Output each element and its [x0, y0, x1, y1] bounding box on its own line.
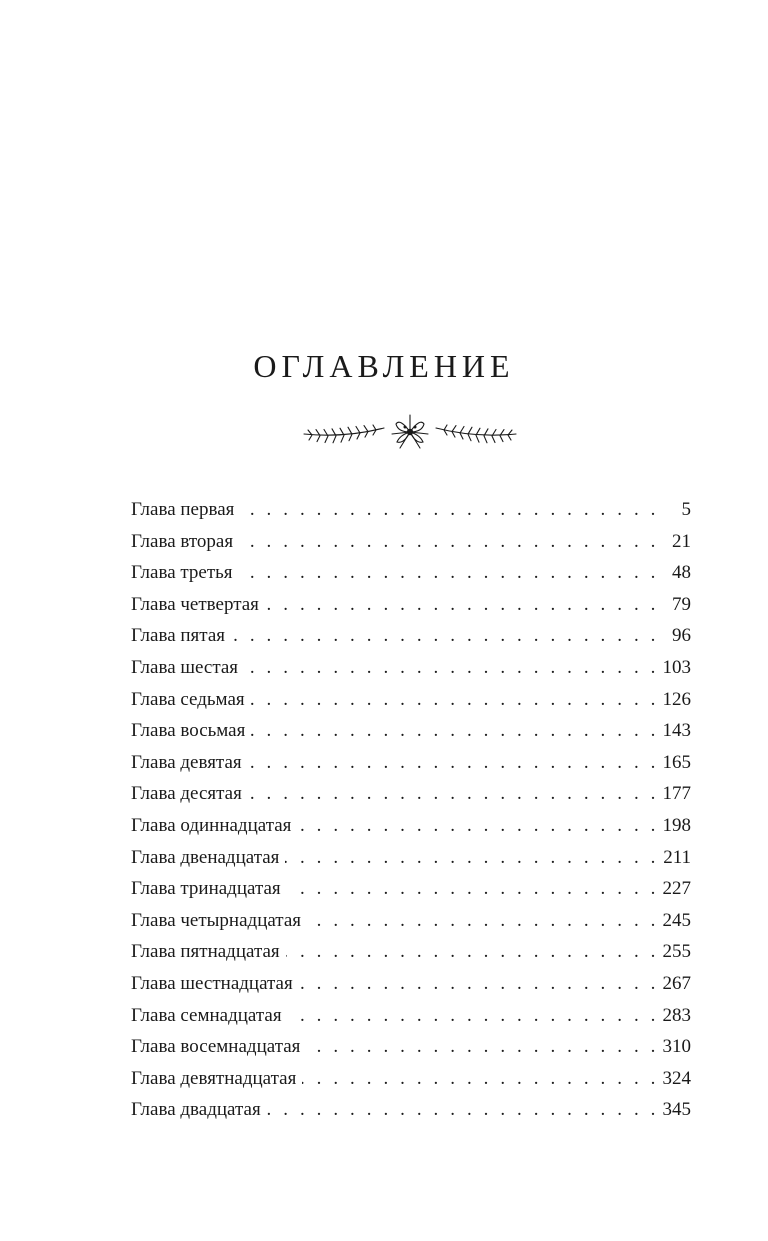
- toc-entry[interactable]: [131, 620, 691, 652]
- toc-entry-label: Глава семнадцатая: [131, 1004, 282, 1026]
- toc-dot-leader: [251, 715, 659, 747]
- toc-dot-leader: [251, 684, 659, 716]
- toc-entry[interactable]: [131, 905, 691, 937]
- toc-dot-leader: [307, 905, 659, 937]
- toc-dot-leader: [248, 747, 659, 779]
- toc-entry-page-number: 143: [662, 720, 691, 742]
- toc-entry-page-number: 96: [672, 625, 691, 647]
- toc-dot-leader: [240, 494, 659, 526]
- toc-entry-label: Глава девятнадцатая: [131, 1067, 297, 1089]
- toc-entry[interactable]: [131, 652, 691, 684]
- toc-entry-page-number: 324: [662, 1067, 691, 1089]
- toc-dot-leader: [287, 873, 659, 905]
- toc-entry-page-number: 227: [662, 878, 691, 900]
- toc-dot-leader: [265, 589, 659, 621]
- toc-entry-label: Глава четвертая: [131, 593, 259, 615]
- toc-entry-label: Глава шестнадцатая: [131, 972, 293, 994]
- toc-entry-label: Глава третья: [131, 562, 233, 584]
- toc-entry[interactable]: [131, 1094, 691, 1126]
- toc-entry[interactable]: [131, 778, 691, 810]
- toc-entry-label: Глава тринадцатая: [131, 878, 281, 900]
- toc-entry-label: Глава седьмая: [131, 688, 245, 710]
- toc-entry-label: Глава двадцатая: [131, 1099, 261, 1121]
- toc-entry[interactable]: [131, 873, 691, 905]
- toc-dot-leader: [297, 810, 659, 842]
- toc-entry-label: Глава девятая: [131, 751, 242, 773]
- toc-dot-leader: [288, 1000, 659, 1032]
- toc-entry-page-number: 211: [663, 846, 691, 868]
- toc-dot-leader: [285, 842, 659, 874]
- toc-entry-page-number: 5: [681, 499, 691, 520]
- toc-dot-leader: [299, 968, 659, 1000]
- toc-dot-leader: [286, 936, 659, 968]
- toc-entry-label: Глава вторая: [131, 530, 234, 552]
- toc-entry[interactable]: [131, 684, 691, 716]
- toc-entry-label: Глава десятая: [131, 783, 242, 805]
- toc-entry-page-number: 165: [662, 751, 691, 773]
- toc-entry[interactable]: [131, 557, 691, 589]
- toc-entry-label: Глава пятнадцатая: [131, 941, 280, 963]
- toc-entry[interactable]: [131, 589, 691, 621]
- toc-dot-leader: [239, 557, 659, 589]
- toc-entry[interactable]: [131, 1000, 691, 1032]
- toc-entry[interactable]: [131, 810, 691, 842]
- toc-entry-page-number: 255: [662, 941, 691, 963]
- toc-entry-page-number: 126: [662, 688, 691, 710]
- toc-entry-label: Глава восемнадцатая: [131, 1036, 301, 1058]
- table-of-contents: [131, 494, 691, 1126]
- toc-dot-leader: [231, 620, 659, 652]
- toc-entry-label: Глава четырнадцатая: [131, 909, 302, 931]
- toc-entry-page-number: 345: [662, 1099, 691, 1121]
- toc-entry[interactable]: [131, 715, 691, 747]
- toc-entry[interactable]: [131, 1063, 691, 1095]
- toc-entry-page-number: 267: [662, 972, 691, 994]
- toc-dot-leader: [306, 1031, 659, 1063]
- toc-entry[interactable]: [131, 1031, 691, 1063]
- toc-entry[interactable]: [131, 747, 691, 779]
- toc-entry-label: Глава шестая: [131, 656, 239, 678]
- toc-entry[interactable]: [131, 526, 691, 558]
- toc-dot-leader: [244, 652, 659, 684]
- toc-dot-leader: [239, 526, 659, 558]
- toc-entry[interactable]: [131, 494, 691, 526]
- toc-dot-leader: [248, 778, 659, 810]
- toc-entry-page-number: 283: [662, 1004, 691, 1026]
- floral-fern-ornament-icon: [300, 412, 520, 452]
- toc-entry-label: Глава пятая: [131, 625, 225, 647]
- toc-entry[interactable]: [131, 968, 691, 1000]
- toc-entry[interactable]: [131, 842, 691, 874]
- toc-dot-leader: [267, 1094, 659, 1126]
- toc-entry-page-number: 103: [662, 656, 691, 678]
- toc-dot-leader: [302, 1063, 659, 1095]
- toc-entry-label: Глава восьмая: [131, 720, 246, 742]
- toc-entry[interactable]: [131, 936, 691, 968]
- toc-entry-page-number: 245: [662, 909, 691, 931]
- page-title: ОГЛАВЛЕНИЕ: [253, 348, 515, 384]
- toc-entry-page-number: 21: [672, 530, 691, 552]
- toc-entry-label: Глава двенадцатая: [131, 846, 280, 868]
- toc-entry-label: Глава одиннадцатая: [131, 814, 292, 836]
- toc-entry-page-number: 310: [662, 1036, 691, 1058]
- toc-entry-page-number: 48: [672, 562, 691, 584]
- toc-entry-page-number: 198: [662, 814, 691, 836]
- toc-entry-page-number: 177: [662, 783, 691, 805]
- toc-entry-label: Глава первая: [131, 499, 235, 520]
- toc-entry-page-number: 79: [672, 593, 691, 615]
